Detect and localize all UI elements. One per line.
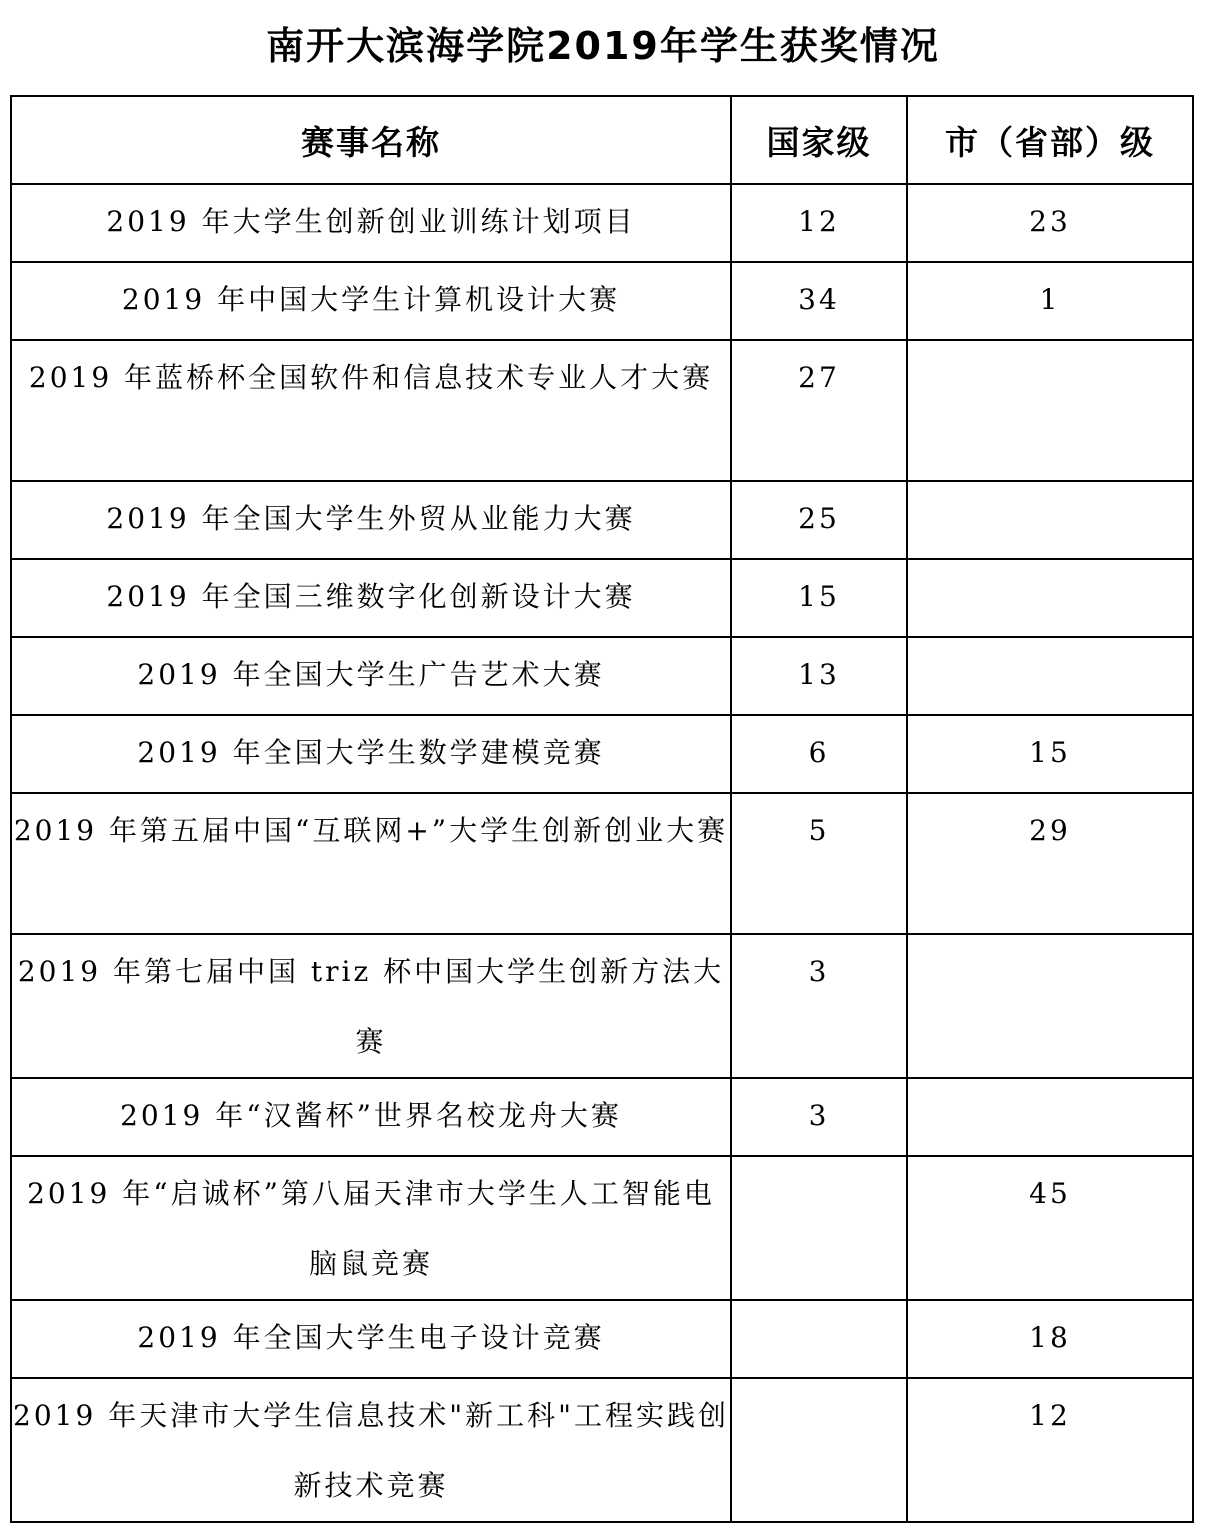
city-count	[907, 340, 1193, 481]
header-competition-name: 赛事名称	[11, 96, 731, 184]
national-count: 27	[731, 340, 907, 481]
table-row	[11, 481, 1193, 559]
table-row	[11, 934, 1193, 1078]
competition-name: 2019 年“汉酱杯”世界名校龙舟大赛	[11, 1078, 731, 1156]
competition-name: 2019 年“启诚杯”第八届天津市大学生人工智能电脑鼠竞赛	[11, 1156, 731, 1300]
competition-name: 2019 年全国大学生数学建模竞赛	[11, 715, 731, 793]
city-count	[907, 559, 1193, 637]
table-row	[11, 1378, 1193, 1522]
table-row	[11, 262, 1193, 340]
city-count: 12	[907, 1378, 1193, 1522]
national-count: 12	[731, 184, 907, 262]
table-row	[11, 559, 1193, 637]
city-count: 1	[907, 262, 1193, 340]
header-city-level: 市（省部）级	[907, 96, 1193, 184]
table-row	[11, 793, 1193, 934]
national-count: 13	[731, 637, 907, 715]
competition-name: 2019 年全国三维数字化创新设计大赛	[11, 559, 731, 637]
national-count: 6	[731, 715, 907, 793]
national-count: 5	[731, 793, 907, 934]
table-row	[11, 1156, 1193, 1300]
city-count: 15	[907, 715, 1193, 793]
national-count	[731, 1156, 907, 1300]
national-count: 34	[731, 262, 907, 340]
city-count: 45	[907, 1156, 1193, 1300]
national-count: 3	[731, 1078, 907, 1156]
competition-name: 2019 年全国大学生广告艺术大赛	[11, 637, 731, 715]
table-row	[11, 1300, 1193, 1378]
city-count	[907, 934, 1193, 1078]
table-row	[11, 637, 1193, 715]
city-count: 29	[907, 793, 1193, 934]
awards-table	[10, 95, 1194, 1523]
competition-name: 2019 年第七届中国 triz 杯中国大学生创新方法大赛	[11, 934, 731, 1078]
national-count	[731, 1300, 907, 1378]
table-row	[11, 184, 1193, 262]
table-row	[11, 715, 1193, 793]
national-count	[731, 1378, 907, 1522]
competition-name: 2019 年全国大学生外贸从业能力大赛	[11, 481, 731, 559]
header-row	[11, 96, 1193, 184]
competition-name: 2019 年第五届中国“互联网+”大学生创新创业大赛	[11, 793, 731, 934]
competition-name: 2019 年大学生创新创业训练计划项目	[11, 184, 731, 262]
city-count	[907, 637, 1193, 715]
page-title: 南开大滨海学院2019年学生获奖情况	[266, 24, 940, 68]
national-count: 25	[731, 481, 907, 559]
competition-name: 2019 年中国大学生计算机设计大赛	[11, 262, 731, 340]
table-row	[11, 340, 1193, 481]
city-count	[907, 1078, 1193, 1156]
city-count: 18	[907, 1300, 1193, 1378]
header-national-level: 国家级	[731, 96, 907, 184]
competition-name: 2019 年蓝桥杯全国软件和信息技术专业人才大赛	[11, 340, 731, 481]
city-count: 23	[907, 184, 1193, 262]
city-count	[907, 481, 1193, 559]
table-row	[11, 1078, 1193, 1156]
competition-name: 2019 年全国大学生电子设计竞赛	[11, 1300, 731, 1378]
competition-name: 2019 年天津市大学生信息技术"新工科"工程实践创新技术竞赛	[11, 1378, 731, 1522]
national-count: 15	[731, 559, 907, 637]
national-count: 3	[731, 934, 907, 1078]
